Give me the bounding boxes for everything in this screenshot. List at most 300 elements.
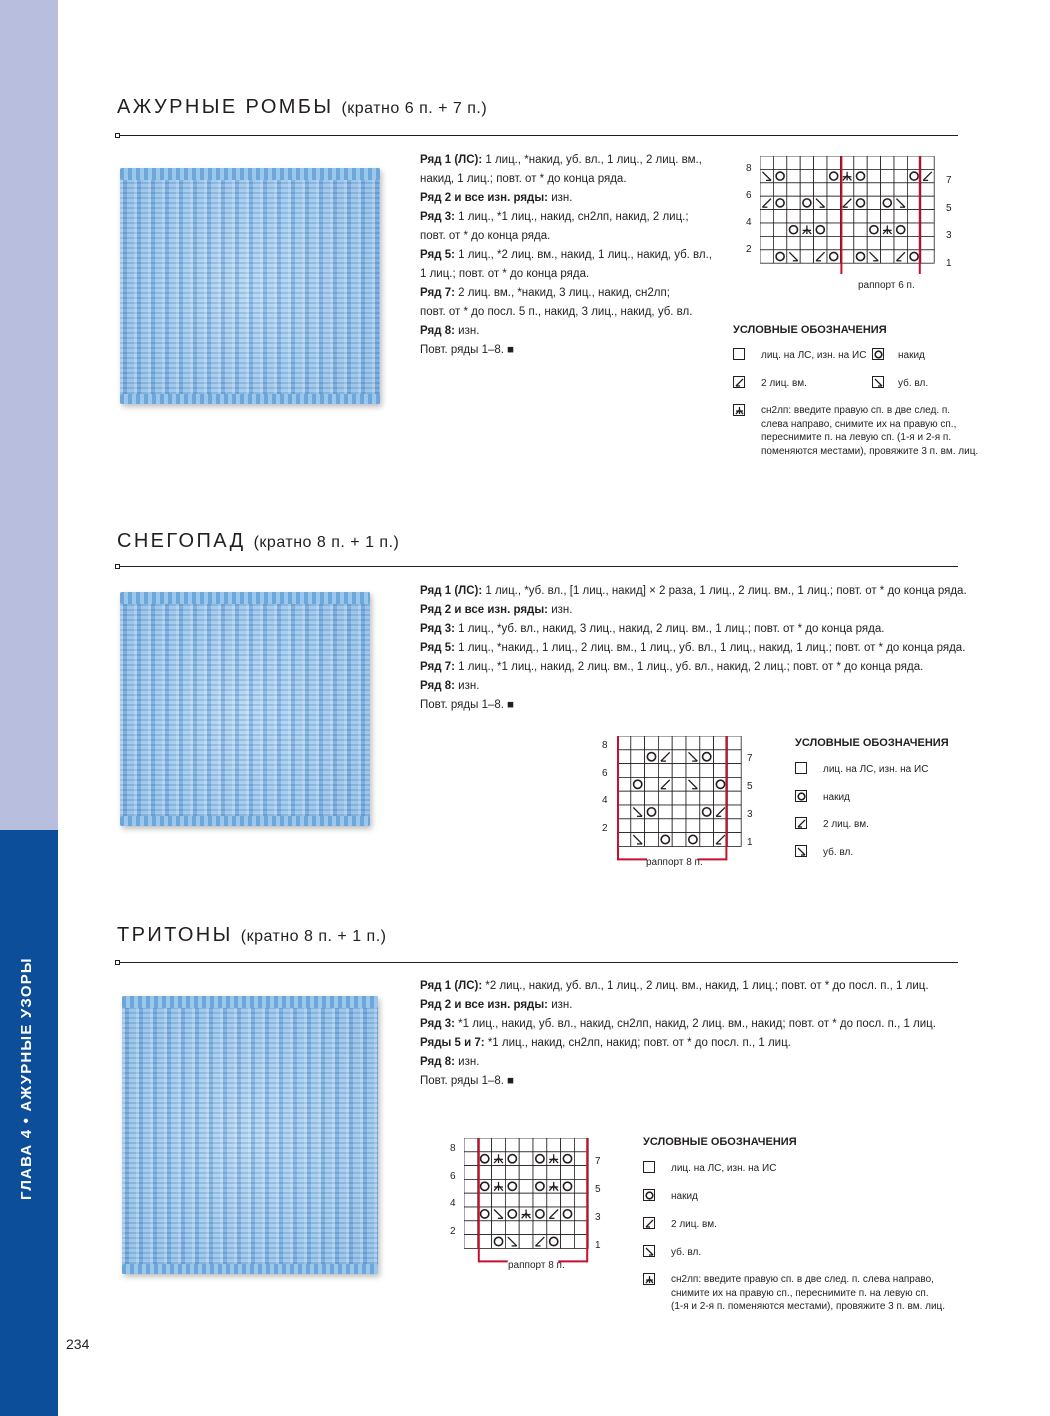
chart-cell bbox=[631, 764, 645, 778]
chart-cell bbox=[814, 156, 827, 169]
legend-label-line: поменяются местами), провяжите 3 п. вм. лиц. bbox=[761, 445, 979, 457]
chart-cell bbox=[881, 210, 894, 223]
chart-cell bbox=[492, 1193, 506, 1207]
chart-cell bbox=[827, 210, 840, 223]
chart-cell bbox=[574, 1179, 588, 1193]
row-label: Ряд 8: bbox=[420, 1056, 459, 1068]
row-label: Ряд 7: bbox=[420, 661, 459, 673]
row-label: Ряд 7: bbox=[420, 287, 459, 299]
legend-label-line: слева направо, снимите их на правую сп., bbox=[761, 418, 957, 430]
chart-cell bbox=[881, 250, 894, 263]
chart-cell bbox=[787, 169, 800, 182]
pattern-instructions bbox=[420, 977, 936, 1091]
chart-cell bbox=[574, 1138, 588, 1152]
section-rule bbox=[119, 962, 958, 963]
chart-cell bbox=[800, 156, 813, 169]
chart-cell bbox=[478, 1138, 492, 1152]
row-text: изн. bbox=[551, 999, 573, 1011]
chart-cell bbox=[773, 236, 786, 249]
chart-cell bbox=[547, 1138, 561, 1152]
chart-cell bbox=[464, 1179, 478, 1193]
legend-label bbox=[671, 1273, 945, 1314]
chart-cell bbox=[574, 1166, 588, 1180]
legend-ssk-symbol bbox=[643, 1245, 655, 1257]
chart-cell bbox=[658, 805, 672, 819]
chart-cell bbox=[617, 819, 631, 833]
yo-stitch-symbol bbox=[646, 1192, 653, 1199]
legend-title: УСЛОВНЫЕ ОБОЗНАЧЕНИЯ bbox=[733, 324, 887, 336]
instruction-line bbox=[420, 620, 967, 639]
chart-cell bbox=[814, 236, 827, 249]
row-label: Ряд 2 и все изн. ряды: bbox=[420, 999, 552, 1011]
legend-title: УСЛОВНЫЕ ОБОЗНАЧЕНИЯ bbox=[795, 737, 949, 749]
chart-cell bbox=[760, 156, 773, 169]
chart-row-label: 5 bbox=[946, 203, 952, 214]
chart-cell bbox=[881, 169, 894, 182]
chart-cell bbox=[478, 1235, 492, 1249]
chart-cell bbox=[921, 250, 934, 263]
instruction-line bbox=[420, 696, 967, 715]
chart-cell bbox=[800, 236, 813, 249]
chart-cell bbox=[645, 764, 659, 778]
swatch-cast-on-edge bbox=[120, 168, 380, 180]
chart-cell bbox=[672, 750, 686, 764]
chart-cell bbox=[714, 764, 728, 778]
chart-cell bbox=[800, 183, 813, 196]
chart-cell bbox=[800, 250, 813, 263]
row-text: изн. bbox=[458, 1056, 480, 1068]
chart-cell bbox=[867, 169, 880, 182]
chart-cell bbox=[854, 210, 867, 223]
chart-cell bbox=[617, 736, 631, 750]
chart-cell bbox=[827, 156, 840, 169]
instruction-line bbox=[420, 639, 967, 658]
legend-symbol-graphic bbox=[644, 1218, 656, 1230]
chart-cell bbox=[881, 236, 894, 249]
chart-cell bbox=[907, 236, 920, 249]
instruction-line bbox=[420, 1053, 936, 1072]
chart-cell bbox=[505, 1138, 519, 1152]
legend-symbol-graphic bbox=[796, 846, 808, 858]
row-label: Ряд 1 (ЛС): bbox=[420, 154, 486, 166]
chart-cell bbox=[464, 1193, 478, 1207]
chart-cell bbox=[814, 210, 827, 223]
legend-empty-symbol bbox=[733, 348, 745, 360]
chart-row-label: 4 bbox=[746, 217, 752, 228]
chart-cell bbox=[700, 777, 714, 791]
chart-cell bbox=[492, 1221, 506, 1235]
legend-label-line: снимите их на правую сп., переснимите п. на левую сп. bbox=[671, 1287, 929, 1299]
chart-cell bbox=[814, 183, 827, 196]
chart-cell bbox=[773, 183, 786, 196]
row-text: 1 лиц., *1 лиц., накид, сн2лп, накид, 2 лиц.; bbox=[458, 211, 689, 223]
chart-cell bbox=[700, 819, 714, 833]
chart-row-label: 4 bbox=[450, 1198, 456, 1209]
chart-cell bbox=[894, 156, 907, 169]
chart-grid bbox=[464, 1138, 592, 1272]
chart-cell bbox=[519, 1221, 533, 1235]
legend-symbol-graphic bbox=[644, 1246, 656, 1258]
k2tog-stitch-symbol bbox=[798, 820, 805, 827]
legend-label: уб. вл. bbox=[671, 1247, 702, 1258]
chart-cell bbox=[533, 1166, 547, 1180]
rule-marker bbox=[115, 564, 120, 569]
row-label: Ряд 2 и все изн. ряды: bbox=[420, 604, 552, 616]
chart-cell bbox=[617, 777, 631, 791]
chart-cell bbox=[547, 1166, 561, 1180]
swatch-cast-on-edge bbox=[122, 996, 378, 1008]
chart-cell bbox=[714, 750, 728, 764]
section-title-text: АЖУРНЫЕ РОМБЫ bbox=[117, 96, 334, 118]
chart-cell bbox=[672, 805, 686, 819]
chart-row-label: 5 bbox=[747, 781, 753, 792]
legend-yo-symbol bbox=[643, 1189, 655, 1201]
instruction-line bbox=[420, 246, 712, 265]
chart-cell bbox=[533, 1193, 547, 1207]
chart-cell bbox=[645, 819, 659, 833]
chart-cell bbox=[686, 764, 700, 778]
chart-cell bbox=[760, 210, 773, 223]
page-number: 234 bbox=[66, 1336, 90, 1352]
chart-cell bbox=[894, 183, 907, 196]
chart-row-label: 6 bbox=[746, 190, 752, 201]
legend-title: УСЛОВНЫЕ ОБОЗНАЧЕНИЯ bbox=[643, 1136, 797, 1148]
swatch-bind-off-edge bbox=[120, 816, 370, 826]
chart-cell bbox=[907, 223, 920, 236]
row-label: Ряд 8: bbox=[420, 325, 459, 337]
chart-cell bbox=[478, 1193, 492, 1207]
row-label: Ряд 5: bbox=[420, 642, 459, 654]
chart-cell bbox=[727, 736, 741, 750]
chart-cell bbox=[645, 791, 659, 805]
row-label: Ряд 3: bbox=[420, 623, 459, 635]
legend-label: 2 лиц. вм. bbox=[671, 1219, 717, 1230]
yo-stitch-symbol bbox=[875, 351, 882, 358]
row-text: повт. от * до конца ряда. bbox=[420, 230, 551, 242]
chart-cell bbox=[686, 736, 700, 750]
chart-cell bbox=[787, 156, 800, 169]
chart-cell bbox=[827, 183, 840, 196]
chart-cell bbox=[700, 833, 714, 847]
row-text: 1 лиц., *уб. вл., накид, 3 лиц., накид, 2 лиц. вм., 1 лиц.; повт. от * до конца ряда. bbox=[458, 623, 885, 635]
legend-symbol-graphic bbox=[644, 1274, 656, 1286]
chart-grid bbox=[617, 736, 745, 870]
section-title-text: ТРИТОНЫ bbox=[117, 924, 233, 946]
chart-row-label: 5 bbox=[595, 1184, 601, 1195]
legend-k2tog-symbol bbox=[733, 376, 745, 388]
chart-cell bbox=[760, 223, 773, 236]
legend-label: накид bbox=[671, 1191, 698, 1202]
legend-symbol-graphic bbox=[796, 818, 808, 830]
chart-cell bbox=[645, 736, 659, 750]
instruction-line bbox=[420, 677, 967, 696]
legend-label: лиц. на ЛС, изн. на ИС bbox=[823, 764, 929, 775]
chart-cell bbox=[727, 805, 741, 819]
row-text: Повт. ряды 1–8. ■ bbox=[420, 1075, 515, 1087]
legend-cdd-symbol bbox=[643, 1273, 655, 1285]
k2tog-stitch-symbol bbox=[736, 379, 743, 386]
chart-row-label: 2 bbox=[602, 823, 608, 834]
chart-cell bbox=[727, 833, 741, 847]
legend-label-line: (1-я и 2-я п. поменяются местами), провяжите 3 п. вм. лиц. bbox=[671, 1301, 946, 1312]
chart-cell bbox=[814, 169, 827, 182]
legend-symbol-graphic bbox=[873, 349, 885, 361]
chart-cell bbox=[645, 777, 659, 791]
row-text: 1 лиц., *1 лиц., накид, 2 лиц. вм., 1 лиц., уб. вл., накид, 2 лиц.; повт. от * до конца ряда. bbox=[458, 661, 924, 673]
chart-cell bbox=[533, 1138, 547, 1152]
chart-cell bbox=[727, 777, 741, 791]
row-text: Повт. ряды 1–8. ■ bbox=[420, 699, 515, 711]
pattern-instructions bbox=[420, 582, 967, 715]
chart-cell bbox=[547, 1193, 561, 1207]
chart-cell bbox=[773, 156, 786, 169]
chart-cell bbox=[760, 250, 773, 263]
chart-cell bbox=[617, 833, 631, 847]
chart-cell bbox=[574, 1235, 588, 1249]
chart-cell bbox=[727, 791, 741, 805]
ssk-stitch-symbol bbox=[798, 848, 805, 855]
row-text: 2 лиц. вм., *накид, 3 лиц., накид, сн2лп; bbox=[458, 287, 670, 299]
legend-label-line: переснимите п. на левую сп. (1-я и 2-я п. bbox=[761, 432, 952, 443]
chart-cell bbox=[658, 819, 672, 833]
k2tog-stitch-symbol bbox=[646, 1220, 653, 1227]
instruction-line bbox=[420, 601, 967, 620]
chart-cell bbox=[686, 805, 700, 819]
row-text: *1 лиц., накид, сн2лп, накид; повт. от * до посл. п., 1 лиц. bbox=[487, 1037, 791, 1049]
chart-row-label: 1 bbox=[747, 837, 753, 848]
knit-swatch-photo bbox=[120, 168, 380, 404]
legend-empty-symbol bbox=[795, 762, 807, 774]
row-text: изн. bbox=[458, 680, 480, 692]
legend-label-line: сн2лп: введите правую сп. в две след. п. bbox=[761, 405, 951, 416]
row-text: повт. от * до посл. 5 п., накид, 3 лиц., накид, уб. вл. bbox=[420, 306, 693, 318]
legend-yo-symbol bbox=[872, 348, 884, 360]
chart-cell bbox=[894, 236, 907, 249]
legend-label: лиц. на ЛС, изн. на ИС bbox=[671, 1163, 777, 1174]
legend-k2tog-symbol bbox=[795, 817, 807, 829]
chart-cell bbox=[561, 1193, 575, 1207]
instruction-line bbox=[420, 977, 936, 996]
chart-cell bbox=[672, 833, 686, 847]
chart-cell bbox=[658, 791, 672, 805]
chart-cell bbox=[727, 750, 741, 764]
ssk-stitch-symbol bbox=[646, 1248, 653, 1255]
chart-cell bbox=[700, 736, 714, 750]
chart-cell bbox=[840, 223, 853, 236]
instruction-line bbox=[420, 1034, 936, 1053]
instruction-line bbox=[420, 658, 967, 677]
chart-cell bbox=[840, 183, 853, 196]
row-text: 1 лиц.; повт. от * до конца ряда. bbox=[420, 268, 590, 280]
chart-cell bbox=[827, 196, 840, 209]
row-text: изн. bbox=[458, 325, 480, 337]
instruction-line bbox=[420, 322, 712, 341]
chart-cell bbox=[787, 236, 800, 249]
chart-cell bbox=[464, 1235, 478, 1249]
section-title-text: СНЕГОПАД bbox=[117, 530, 246, 552]
chart-cell bbox=[727, 819, 741, 833]
chart-cell bbox=[574, 1152, 588, 1166]
chart-cell bbox=[631, 819, 645, 833]
repeat-label: раппорт 8 п. bbox=[508, 1260, 565, 1271]
chart-cell bbox=[840, 250, 853, 263]
chart-cell bbox=[492, 1166, 506, 1180]
chart-cell bbox=[561, 1138, 575, 1152]
chart-cell bbox=[561, 1221, 575, 1235]
chart-cell bbox=[921, 210, 934, 223]
chart-cell bbox=[505, 1221, 519, 1235]
chart-cell bbox=[881, 156, 894, 169]
chart-row-label: 8 bbox=[450, 1143, 456, 1154]
chart-cell bbox=[787, 210, 800, 223]
instruction-line bbox=[420, 582, 967, 601]
chart-cell bbox=[547, 1221, 561, 1235]
chart-cell bbox=[658, 736, 672, 750]
legend-label-line: сн2лп: введите правую сп. в две след. п. слева направо, bbox=[671, 1274, 934, 1285]
chart-cell bbox=[505, 1193, 519, 1207]
chart-cell bbox=[464, 1138, 478, 1152]
row-label: Ряд 2 и все изн. ряды: bbox=[420, 192, 552, 204]
row-text: *2 лиц., накид, уб. вл., 1 лиц., 2 лиц. вм., накид, 1 лиц.; повт. от * до посл. п., 1 лиц. bbox=[485, 980, 929, 992]
row-text: изн. bbox=[551, 604, 573, 616]
chart-cell bbox=[921, 156, 934, 169]
legend-label: уб. вл. bbox=[898, 378, 929, 389]
chart-row-label: 6 bbox=[450, 1171, 456, 1182]
chart-cell bbox=[894, 169, 907, 182]
legend-label: лиц. на ЛС, изн. на ИС bbox=[761, 350, 867, 361]
chart-cell bbox=[800, 169, 813, 182]
sidebar-light-band bbox=[0, 0, 58, 830]
chart-cell bbox=[921, 236, 934, 249]
chart-cell bbox=[840, 210, 853, 223]
chart-cell bbox=[519, 1193, 533, 1207]
row-label: Ряд 3: bbox=[420, 1018, 459, 1030]
chart-cell bbox=[686, 791, 700, 805]
chart-row-label: 3 bbox=[595, 1212, 601, 1223]
ssk-stitch-symbol bbox=[875, 379, 882, 386]
instruction-line bbox=[420, 341, 712, 360]
instruction-line bbox=[420, 265, 712, 284]
repeat-label: раппорт 6 п. bbox=[858, 280, 915, 291]
chart-cell bbox=[760, 236, 773, 249]
section-title bbox=[117, 924, 386, 947]
chart-cell bbox=[773, 210, 786, 223]
chart-cell bbox=[561, 1166, 575, 1180]
chart-row-label: 7 bbox=[595, 1156, 601, 1167]
chart-cell bbox=[561, 1235, 575, 1249]
chart-cell bbox=[827, 223, 840, 236]
legend-ssk-symbol bbox=[795, 845, 807, 857]
chart-cell bbox=[760, 183, 773, 196]
chart-cell bbox=[700, 764, 714, 778]
chart-cell bbox=[658, 764, 672, 778]
chart-cell bbox=[672, 777, 686, 791]
row-text: 1 лиц., *уб. вл., [1 лиц., накид] × 2 раза, 1 лиц., 2 лиц. вм., 1 лиц.; повт. от * до конца ряда. bbox=[485, 585, 967, 597]
chart-cell bbox=[867, 183, 880, 196]
chart-cell bbox=[907, 196, 920, 209]
chart-cell bbox=[840, 156, 853, 169]
swatch-bind-off-edge bbox=[122, 1264, 378, 1274]
legend-label: накид bbox=[898, 350, 925, 361]
chart-cell bbox=[617, 805, 631, 819]
row-label: Ряд 3: bbox=[420, 211, 459, 223]
row-label: Ряд 8: bbox=[420, 680, 459, 692]
chart-cell bbox=[854, 223, 867, 236]
chart-row-label: 1 bbox=[946, 258, 952, 269]
knit-swatch-photo bbox=[120, 592, 370, 826]
chart-cell bbox=[727, 764, 741, 778]
chart-cell bbox=[921, 183, 934, 196]
cdd-stitch-symbol bbox=[646, 1276, 653, 1283]
chart-row-label: 8 bbox=[602, 740, 608, 751]
chart-cell bbox=[617, 750, 631, 764]
chart-cell bbox=[617, 791, 631, 805]
chart-cell bbox=[921, 223, 934, 236]
instruction-line bbox=[420, 303, 712, 322]
row-label: Ряд 1 (ЛС): bbox=[420, 980, 486, 992]
section-subtitle: (кратно 6 п. + 7 п.) bbox=[341, 100, 488, 117]
chart-cell bbox=[686, 819, 700, 833]
chart-cell bbox=[800, 210, 813, 223]
chart-cell bbox=[519, 1235, 533, 1249]
instruction-line bbox=[420, 996, 936, 1015]
legend-label: уб. вл. bbox=[823, 847, 854, 858]
chart-cell bbox=[631, 736, 645, 750]
repeat-label: раппорт 8 п. bbox=[646, 857, 703, 868]
chart-cell bbox=[574, 1193, 588, 1207]
chart-cell bbox=[907, 156, 920, 169]
chart-cell bbox=[827, 236, 840, 249]
chart-cell bbox=[700, 791, 714, 805]
chart-cell bbox=[533, 1221, 547, 1235]
swatch-bind-off-edge bbox=[120, 394, 380, 404]
chart-cell bbox=[867, 236, 880, 249]
instruction-line bbox=[420, 170, 712, 189]
chart-cell bbox=[867, 210, 880, 223]
legend-ssk-symbol bbox=[872, 376, 884, 388]
legend-symbol-graphic bbox=[734, 377, 746, 389]
legend-label bbox=[761, 404, 978, 458]
knit-swatch-photo bbox=[122, 996, 378, 1274]
chart-cell bbox=[505, 1166, 519, 1180]
rule-marker bbox=[115, 133, 120, 138]
legend-empty-symbol bbox=[643, 1161, 655, 1173]
row-text: изн. bbox=[551, 192, 573, 204]
chart-row-label: 7 bbox=[747, 753, 753, 764]
chart-cell bbox=[714, 736, 728, 750]
chart-cell bbox=[907, 183, 920, 196]
chart-cell bbox=[840, 236, 853, 249]
chart-cell bbox=[519, 1179, 533, 1193]
chart-cell bbox=[672, 736, 686, 750]
instruction-line bbox=[420, 227, 712, 246]
row-label: Ряды 5 и 7: bbox=[420, 1037, 488, 1049]
chart-cell bbox=[773, 223, 786, 236]
chart-cell bbox=[787, 183, 800, 196]
instruction-line bbox=[420, 1015, 936, 1034]
chart-row-label: 2 bbox=[450, 1226, 456, 1237]
section-rule bbox=[119, 135, 958, 136]
instruction-line bbox=[420, 284, 712, 303]
chart-cell bbox=[854, 236, 867, 249]
row-label: Ряд 5: bbox=[420, 249, 459, 261]
section-subtitle: (кратно 8 п. + 1 п.) bbox=[253, 534, 400, 551]
chart-cell bbox=[519, 1138, 533, 1152]
legend-yo-symbol bbox=[795, 790, 807, 802]
row-text: 1 лиц., *накид, уб. вл., 1 лиц., 2 лиц. вм., bbox=[485, 154, 702, 166]
chart-cell bbox=[464, 1166, 478, 1180]
chart-cell bbox=[645, 833, 659, 847]
